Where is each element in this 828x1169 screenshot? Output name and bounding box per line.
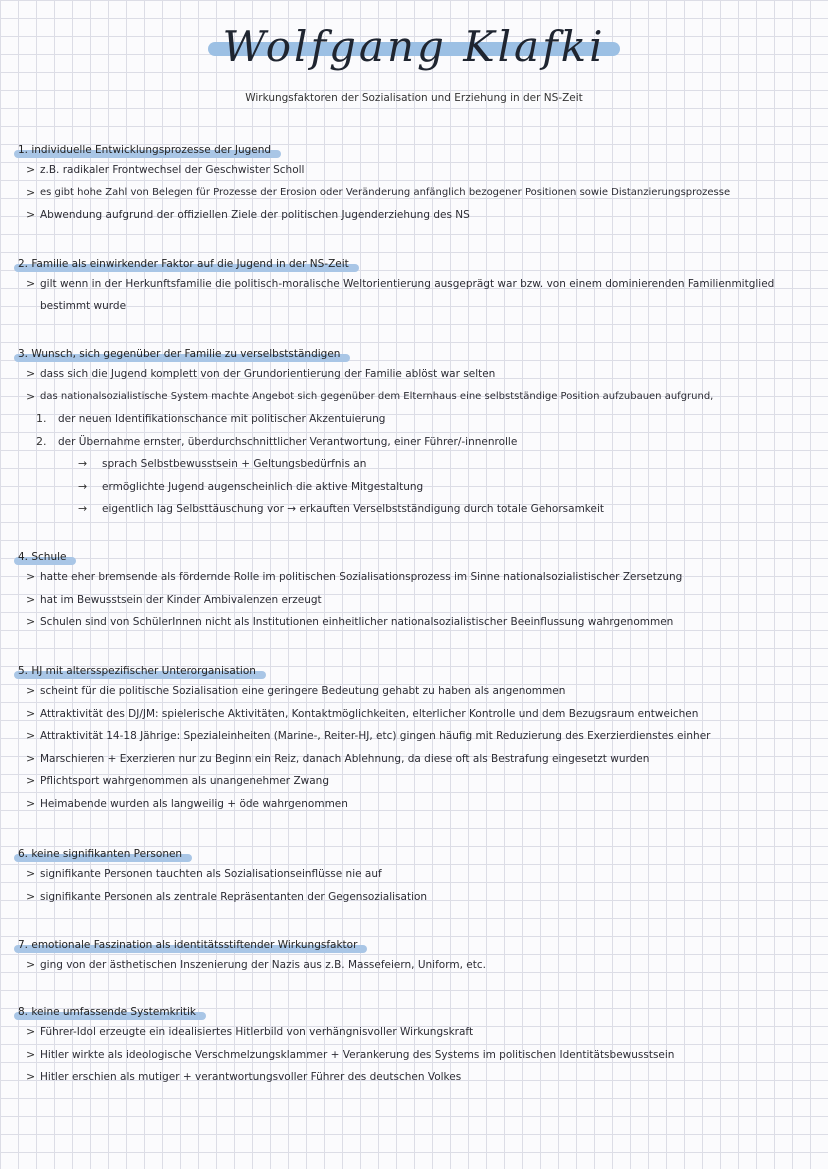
list-item: > hat im Bewusstsein der Kinder Ambivalenzen erzeugt xyxy=(14,589,814,612)
list-item: > z.B. radikaler Frontwechsel der Geschwister Scholl xyxy=(14,159,814,182)
list-item: > ging von der ästhetischen Inszenierung der Nazis aus z.B. Massefeiern, Uniform, etc. xyxy=(14,954,814,977)
arrow-icon: → xyxy=(78,479,88,493)
bullet-marker: > xyxy=(26,796,36,810)
section-items xyxy=(14,363,814,521)
bullet-marker: > xyxy=(26,1070,36,1083)
list-item: > scheint für die politische Sozialisation eine geringere Bedeutung gehabt zu haben als angenommen xyxy=(14,680,814,703)
list-item: > Attraktivität 14-18 Jährige: Spezialeinheiten (Marine-, Reiter-HJ, etc) gingen häufig mit Reduzierung des Exerzierdienstes einher xyxy=(14,725,814,748)
bullet-marker: > xyxy=(26,389,36,403)
list-item: > Hitler erschien als mutiger + verantwortungsvoller Führer des deutschen Volkes xyxy=(14,1066,814,1089)
bullet-marker: > xyxy=(26,1025,36,1038)
section-items xyxy=(14,1021,814,1089)
section-title: 4. Schule xyxy=(14,550,70,564)
section-items xyxy=(14,863,814,908)
list-item: > das nationalsozialistische System machte Angebot sich gegenüber dem Elternhaus eine selbstständige Position aufzubauen aufgrund, xyxy=(14,386,814,409)
bullet-marker: > xyxy=(26,570,36,583)
bullet-marker: > xyxy=(26,1047,36,1061)
list-item: > signifikante Personen tauchten als Sozialisationseinflüsse nie auf xyxy=(14,863,814,886)
section-title: 2. Familie als einwirkender Faktor auf die Jugend in der NS-Zeit xyxy=(14,257,353,271)
bullet-marker: > xyxy=(26,774,36,787)
bullet-marker: > xyxy=(26,684,36,697)
section-items xyxy=(14,680,814,815)
list-item: > Schulen sind von SchülerInnen nicht als Institutionen einheitlicher nationalsozialistischer Beeinflussung wahrgenommen xyxy=(14,611,814,634)
numbered-item: 2. der Übernahme ernster, überdurchschnittlicher Verantwortung, einer Führer/-innenrolle xyxy=(14,431,814,454)
number-marker: 2. xyxy=(36,434,47,448)
section-title: 8. keine umfassende Systemkritik xyxy=(14,1005,200,1019)
list-item: > es gibt hohe Zahl von Belegen für Prozesse der Erosion oder Veränderung anfänglich bezogener Positionen sowie Distanzierungsprozesse xyxy=(14,182,814,205)
section-8 xyxy=(14,1000,814,1089)
bullet-marker: > xyxy=(26,163,36,176)
list-item: > Heimabende wurden als langweilig + öde wahrgenommen xyxy=(14,793,814,816)
list-item: > Hitler wirkte als ideologische Verschmelzungsklammer + Verankerung des Systems im politischen Identitätsbewusstsein xyxy=(14,1044,814,1067)
list-item: > Attraktivität des DJ/JM: spielerische Aktivitäten, Kontaktmöglichkeiten, elterlicher Kontrolle und dem Bezugsraum entweichen xyxy=(14,703,814,726)
page-subtitle: Wirkungsfaktoren der Sozialisation und Erziehung in der NS-Zeit xyxy=(245,92,583,104)
section-items xyxy=(14,954,814,977)
bullet-marker: > xyxy=(26,592,36,606)
arrow-item: → eigentlich lag Selbsttäuschung vor → erkauften Verselbstständigung durch totale Gehorsamkeit xyxy=(14,498,814,521)
list-item: > Pflichtsport wahrgenommen als unangenehmer Zwang xyxy=(14,770,814,793)
section-5 xyxy=(14,659,814,815)
bullet-marker: > xyxy=(26,185,36,199)
list-item: > Abwendung aufgrund der offiziellen Ziele der politischen Jugenderziehung des NS xyxy=(14,204,814,227)
bullet-marker: > xyxy=(26,867,36,880)
arrow-icon: → xyxy=(78,502,88,515)
section-title: 5. HJ mit altersspezifischer Unterorganisation xyxy=(14,664,260,678)
bullet-marker: > xyxy=(26,889,36,903)
section-2 xyxy=(14,252,814,317)
section-title: 1. individuelle Entwicklungsprozesse der Jugend xyxy=(14,143,275,157)
bullet-marker: > xyxy=(26,729,36,742)
section-1 xyxy=(14,138,814,227)
section-title: 7. emotionale Faszination als identitätsstiftender Wirkungsfaktor xyxy=(14,938,361,952)
bullet-marker: > xyxy=(26,751,36,765)
section-3 xyxy=(14,342,814,521)
list-item: > hatte eher bremsende als fördernde Rolle im politischen Sozialisationsprozess im Sinne nationalsozialistischer Zersetzung xyxy=(14,566,814,589)
section-items xyxy=(14,566,814,634)
list-item: > Marschieren + Exerzieren nur zu Beginn ein Reiz, danach Ablehnung, da diese oft als Bestrafung eingesetzt wurden xyxy=(14,748,814,771)
list-item: > Führer-Idol erzeugte ein idealisiertes Hitlerbild von verhängnisvoller Wirkungskraft xyxy=(14,1021,814,1044)
page-title-text: Wolfgang Klafki xyxy=(222,22,606,71)
list-item: > gilt wenn in der Herkunftsfamilie die politisch-moralische Weltorientierung ausgeprägt war bzw. von einem dominierenden Familienmitglied bestimmt wurde xyxy=(14,273,814,317)
title-area xyxy=(0,22,828,71)
arrow-item: → ermöglichte Jugend augenscheinlich die aktive Mitgestaltung xyxy=(14,476,814,499)
section-6 xyxy=(14,842,814,908)
bullet-marker: > xyxy=(26,706,36,720)
bullet-marker: > xyxy=(26,615,36,628)
section-items xyxy=(14,273,814,317)
bullet-marker: > xyxy=(26,208,36,221)
section-title: 6. keine signifikanten Personen xyxy=(14,847,186,861)
arrow-item: → sprach Selbstbewusstsein + Geltungsbedürfnis an xyxy=(14,453,814,476)
bullet-marker: > xyxy=(26,277,36,290)
list-item: > signifikante Personen als zentrale Repräsentanten der Gegensozialisation xyxy=(14,886,814,909)
list-item: > dass sich die Jugend komplett von der Grundorientierung der Familie ablöst war selten xyxy=(14,363,814,386)
section-4 xyxy=(14,545,814,634)
page-title xyxy=(208,22,619,71)
arrow-icon: → xyxy=(78,457,88,470)
bullet-marker: > xyxy=(26,958,36,971)
section-7 xyxy=(14,933,814,977)
section-title: 3. Wunsch, sich gegenüber der Familie zu verselbstständigen xyxy=(14,347,344,361)
numbered-item: 1. der neuen Identifikationschance mit politischer Akzentuierung xyxy=(14,408,814,431)
bullet-marker: > xyxy=(26,367,36,380)
section-items xyxy=(14,159,814,227)
number-marker: 1. xyxy=(36,412,47,425)
